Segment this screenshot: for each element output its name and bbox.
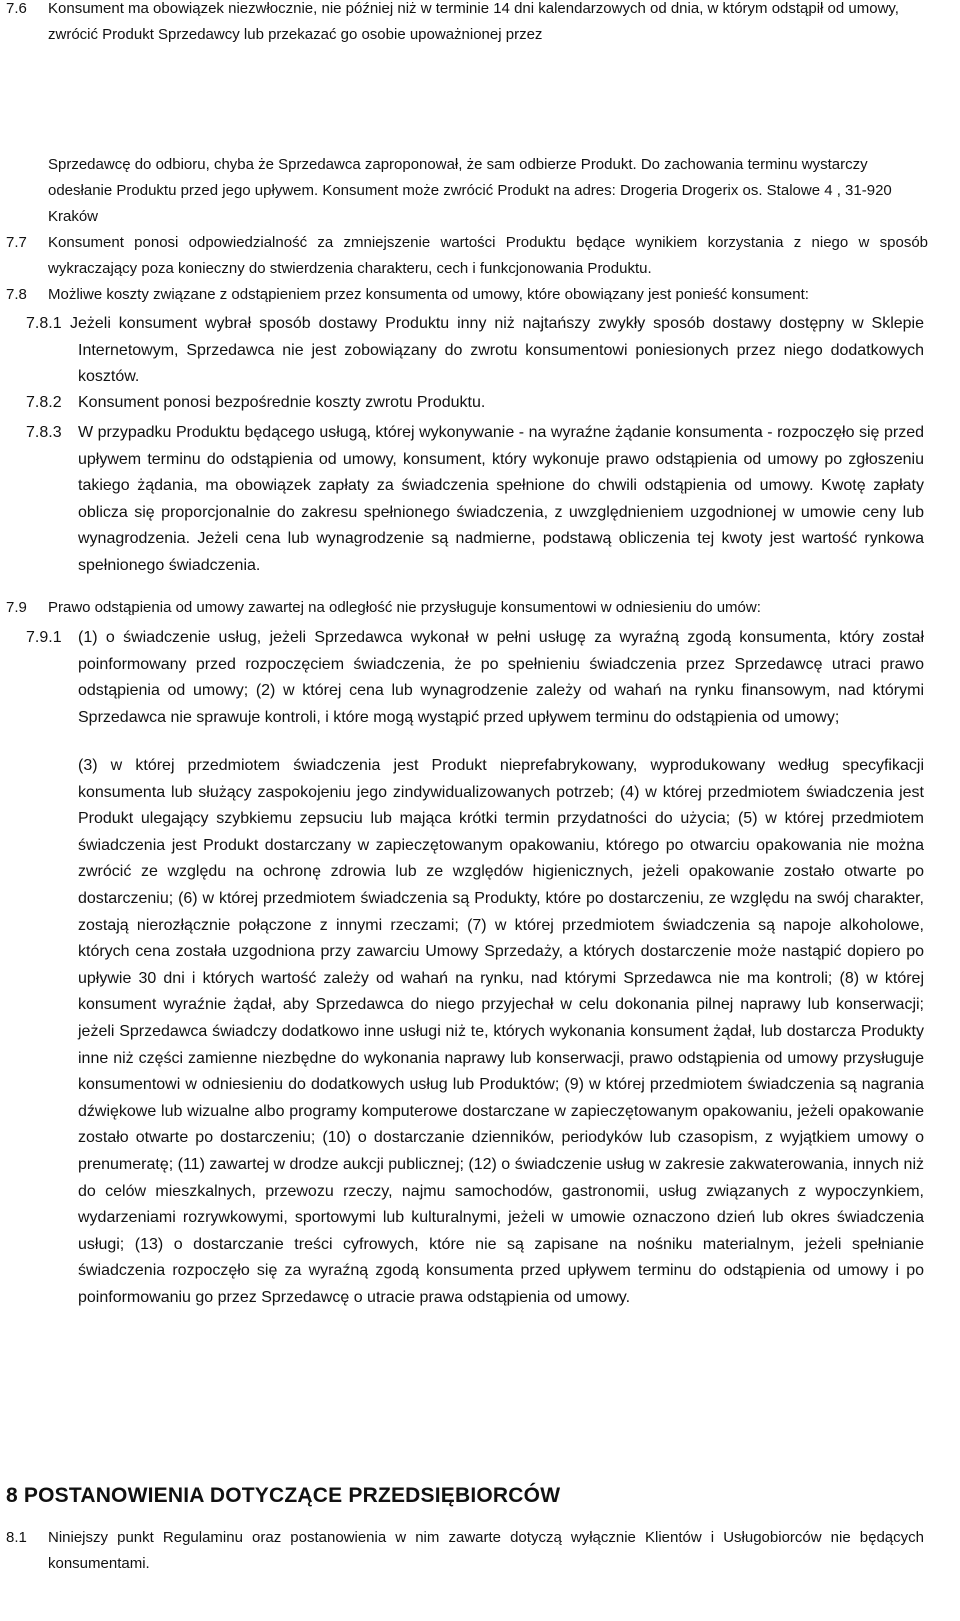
section-7-8-3-text: W przypadku Produktu będącego usługą, której wykonywanie - na wyraźne żądanie konsumenta - rozpoczęło się przed upływem terminu do odstąpienia od umowy, konsument, który wykonuje prawo odstąpienia od umowy po zgłoszeniu takiego żądania, ma obowiązek zapłaty za świadczenia spełnione do chwili odstąpienia od umowy. Kwotę zapłaty oblicza się proporcjonalnie do zakresu spełnionego świadczenia, z uwzględnieniem uzgodnionej w umowie ceny lub wynagrodzenia. Jeżeli cena lub wynagrodzenie są nadmierne, podstawą obliczenia tej kwoty jest wartość rynkowa spełnionego świadczenia.	[78, 424, 924, 574]
section-number: 7.8.2	[26, 394, 62, 411]
section-number: 8.1	[6, 1529, 27, 1546]
section-8-1-text: Niniejszy punkt Regulaminu oraz postanowienia w nim zawarte dotyczą wyłącznie Klientów i Usługobiorców nie będących konsumentami.	[48, 1529, 924, 1572]
section-7-9-text: Prawo odstąpienia od umowy zawartej na odległość nie przysługuje konsumentowi w odniesieniu do umów:	[48, 599, 761, 616]
section-7-9-1-text: (1) o świadczenie usług, jeżeli Sprzedawca wykonał w pełni usługę za wyraźną zgodą konsumenta, który został poinformowany przed rozpoczęciem świadczenia, że po spełnieniu świadczenia przez Sprzedawcę utraci prawo odstąpienia od umowy; (2) w której cena lub wynagrodzenie zależy od wahań na rynku finansowym, nad którymi Sprzedawca nie sprawuje kontroli, i które mogą wystąpić przed upływem terminu do odstąpienia od umowy;	[78, 629, 924, 726]
section-number: 7.8.1	[26, 315, 62, 332]
section-number: 7.7	[6, 234, 27, 251]
section-8-heading: 8 POSTANOWIENIA DOTYCZĄCE PRZEDSIĘBIORCÓW	[6, 1484, 561, 1507]
section-number: 7.6	[6, 0, 27, 17]
section-7-8-2-text: Konsument ponosi bezpośrednie koszty zwrotu Produktu.	[78, 394, 486, 411]
section-number: 7.9.1	[26, 629, 62, 646]
section-number: 7.9	[6, 599, 27, 616]
section-7-6-continuation: Sprzedawcę do odbioru, chyba że Sprzedawca zaproponował, że sam odbierze Produkt. Do zachowania terminu wystarczy odesłanie Produktu przed jego upływem. Konsument może zwrócić Produkt na adres: Drogeria Drogerix os. Stalowe 4 , 31-920 Kraków	[48, 156, 892, 225]
section-7-6-text: Konsument ma obowiązek niezwłocznie, nie później niż w terminie 14 dni kalendarzowych od dnia, w którym odstąpił od umowy, zwrócić Produkt Sprzedawcy lub przekazać go osobie upoważnionej przez	[48, 0, 899, 43]
section-number: 7.8	[6, 286, 27, 303]
section-number: 7.8.3	[26, 424, 62, 441]
section-7-9-1-text-continued: (3) w której przedmiotem świadczenia jest Produkt nieprefabrykowany, wyprodukowany według specyfikacji konsumenta lub służący zaspokojeniu jego zindywidualizowanych potrzeb; (4) w której przedmiotem świadczenia jest Produkt ulegający szybkiemu zepsuciu lub mająca krótki termin przydatności do użycia; (5) w której przedmiotem świadczenia jest Produkt dostarczany w zapieczętowanym opakowaniu, którego po otwarciu opakowania nie można zwrócić ze względu na ochronę zdrowia lub ze względów higienicznych, jeżeli opakowanie zostało otwarte po dostarczeniu; (6) w której przedmiotem świadczenia są Produkty, które po dostarczeniu, ze względu na swój charakter, zostają nierozłącznie połączone z innymi rzeczami; (7) w której przedmiotem świadczenia są napoje alkoholowe, których cena została uzgodniona przy zawarciu Umowy Sprzedaży, a których dostarczenie może nastąpić dopiero po upływie 30 dni i których wartość zależy od wahań na rynku, nad którymi Sprzedawca nie ma kontroli; (8) w której konsument wyraźnie żądał, aby Sprzedawca do niego przyjechał w celu dokonania pilnej naprawy lub konserwacji; jeżeli Sprzedawca świadczy dodatkowo inne usługi niż te, których wykonania konsument żądał, lub dostarcza Produkty inne niż części zamienne niezbędne do wykonania naprawy lub konserwacji, prawo odstąpienia od umowy przysługuje konsumentowi w odniesieniu do dodatkowych usług lub Produktów; (9) w której przedmiotem świadczenia są nagrania dźwiękowe lub wizualne albo programy komputerowe dostarczane w zapieczętowanym opakowaniu, jeżeli opakowanie zostało otwarte po dostarczeniu; (10) o dostarczanie dzienników, periodyków lub czasopism, z wyjątkiem umowy o prenumeratę; (11) zawartej w drodze aukcji publicznej; (12) o świadczenie usług w zakresie zakwaterowania, innych niż do celów mieszkalnych, przewozu rzeczy, najmu samochodów, gastronomii, usług związanych z wypoczynkiem, wydarzeniami rozrywkowymi, sportowymi lub kulturalnymi, jeżeli w umowie oznaczono dzień lub okres świadczenia usługi; (13) o dostarczanie treści cyfrowych, które nie są zapisane na nośniku materialnym, jeżeli spełnianie świadczenia rozpoczęło się za wyraźną zgodą konsumenta przed upływem terminu do odstąpienia od umowy i po poinformowaniu go przez Sprzedawcę o utracie prawa odstąpienia od umowy.	[78, 757, 924, 1306]
section-7-7-text: Konsument ponosi odpowiedzialność za zmniejszenie wartości Produktu będące wynikiem korzystania z niego w sposób wykraczający poza konieczny do stwierdzenia charakteru, cech i funkcjonowania Produktu.	[48, 234, 928, 277]
section-7-8-1-text: Jeżeli konsument wybrał sposób dostawy Produktu inny niż najtańszy zwykły sposób dostawy dostępny w Sklepie Internetowym, Sprzedawca nie jest zobowiązany do zwrotu konsumentowi poniesionych przez niego dodatkowych kosztów.	[70, 315, 924, 386]
section-7-8-text: Możliwe koszty związane z odstąpieniem przez konsumenta od umowy, które obowiązany jest ponieść konsument:	[48, 286, 809, 303]
